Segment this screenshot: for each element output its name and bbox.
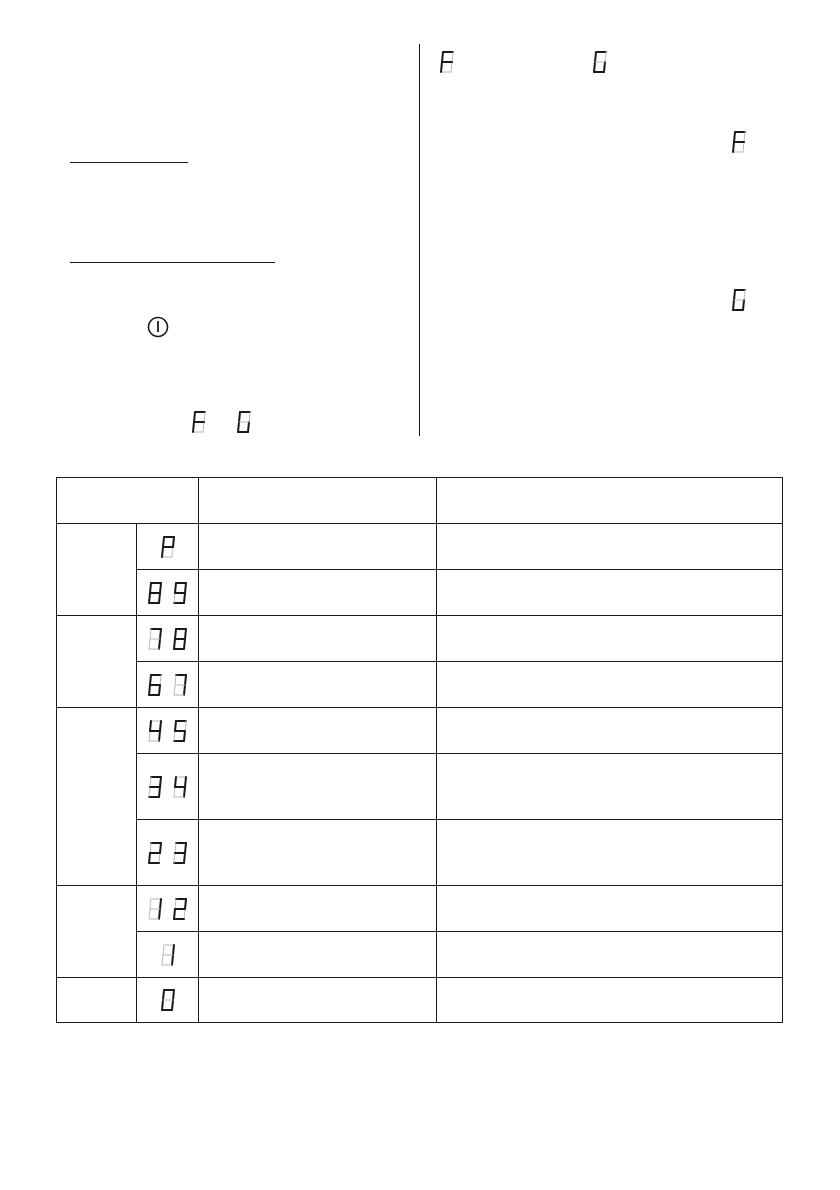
digit-cell	[137, 886, 199, 932]
seven-segment-digit	[731, 130, 747, 154]
seven-segment-digit	[160, 943, 176, 967]
power-level-table	[56, 477, 783, 1023]
usage-cell	[437, 570, 783, 616]
function-cell	[199, 708, 437, 754]
usage-cell	[437, 820, 783, 886]
seven-segment-digit	[147, 775, 163, 799]
function-cell	[199, 662, 437, 708]
seven-segment-digit	[160, 988, 176, 1012]
symbol-f-left	[191, 410, 207, 439]
power-icon	[147, 316, 169, 338]
function-cell	[199, 886, 437, 932]
function-cell	[199, 932, 437, 978]
seven-segment-digit	[147, 673, 163, 697]
seven-segment-digit	[191, 410, 207, 434]
function-cell	[199, 978, 437, 1023]
function-cell	[199, 820, 437, 886]
seven-segment-digit	[172, 775, 188, 799]
symbol-g-left	[236, 410, 252, 439]
seven-segment-digit	[592, 50, 608, 74]
group-cell	[57, 978, 137, 1023]
usage-cell	[437, 662, 783, 708]
table-row	[57, 886, 783, 932]
seven-segment-digit	[172, 627, 188, 651]
table-row	[57, 820, 783, 886]
digit-cell	[137, 708, 199, 754]
digit-cell	[137, 932, 199, 978]
function-cell	[199, 570, 437, 616]
underline-heading-2	[70, 262, 275, 263]
function-cell	[199, 524, 437, 570]
usage-cell	[437, 708, 783, 754]
header-cell-usage	[437, 478, 783, 524]
digit-cell	[137, 754, 199, 820]
seven-segment-digit	[439, 50, 455, 74]
digit-cell	[137, 570, 199, 616]
seven-segment-digit	[172, 841, 188, 865]
table-row	[57, 708, 783, 754]
seven-segment-digit	[147, 581, 163, 605]
table-row	[57, 932, 783, 978]
seven-segment-digit	[172, 581, 188, 605]
header-cell-level	[57, 478, 199, 524]
usage-cell	[437, 932, 783, 978]
symbol-g-right-top	[592, 50, 608, 79]
table-row	[57, 978, 783, 1023]
group-cell	[57, 524, 137, 616]
seven-segment-digit	[147, 897, 163, 921]
symbol-f-right-top	[439, 50, 455, 79]
usage-cell	[437, 886, 783, 932]
symbol-g-right-low	[731, 288, 747, 317]
table-row	[57, 616, 783, 662]
usage-cell	[437, 524, 783, 570]
symbol-f-right-mid	[731, 130, 747, 159]
seven-segment-digit	[731, 288, 747, 312]
seven-segment-digit	[160, 535, 176, 559]
seven-segment-digit	[172, 897, 188, 921]
seven-segment-digit	[147, 719, 163, 743]
digit-cell	[137, 616, 199, 662]
group-cell	[57, 616, 137, 708]
seven-segment-digit	[147, 841, 163, 865]
seven-segment-digit	[236, 410, 252, 434]
table-header-row	[57, 478, 783, 524]
underline-heading-1	[70, 162, 188, 163]
digit-cell	[137, 524, 199, 570]
usage-cell	[437, 616, 783, 662]
table-row	[57, 524, 783, 570]
function-cell	[199, 616, 437, 662]
table-row	[57, 662, 783, 708]
digit-cell	[137, 820, 199, 886]
table-row	[57, 754, 783, 820]
usage-cell	[437, 978, 783, 1023]
seven-segment-digit	[172, 719, 188, 743]
usage-cell	[437, 754, 783, 820]
digit-cell	[137, 662, 199, 708]
table-row	[57, 570, 783, 616]
function-cell	[199, 754, 437, 820]
seven-segment-digit	[172, 673, 188, 697]
group-cell	[57, 708, 137, 886]
header-cell-function	[199, 478, 437, 524]
column-divider	[419, 44, 420, 436]
digit-cell	[137, 978, 199, 1023]
group-cell	[57, 886, 137, 978]
seven-segment-digit	[147, 627, 163, 651]
